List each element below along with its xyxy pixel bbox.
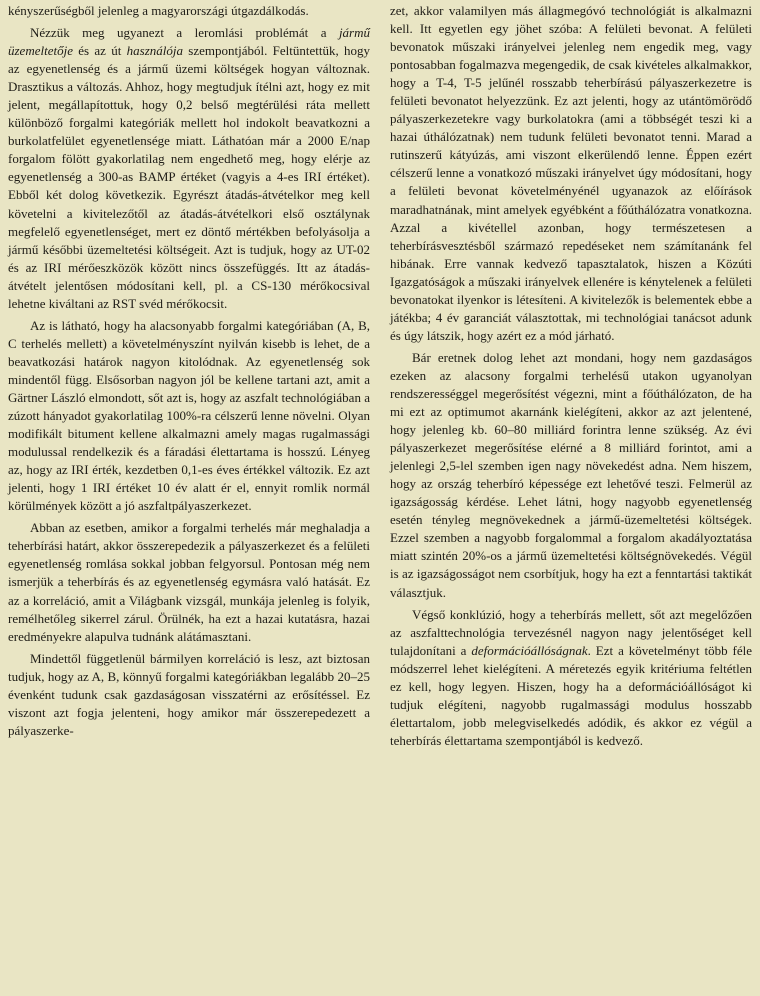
- paragraph: [8, 2, 370, 20]
- paragraph: [8, 519, 370, 645]
- emphasized-text: jármű üzemeltetője: [8, 25, 370, 59]
- paragraph: [8, 317, 370, 516]
- paragraph: [8, 650, 370, 740]
- text-run: kényszerűségből jelenleg a magyarországi útgazdálkodás.: [8, 3, 309, 18]
- paragraph: [390, 2, 752, 345]
- paragraph: [390, 349, 752, 602]
- text-run: Bár eretnek dolog lehet azt mondani, hogy nem gazdaságos ezeken az alacsony forgalmi terhelésű utakon ugyanolyan rendszerességgel megerősítést végezni, mint a főúthálózaton, de ha mi ezt az optimumot akarnánk kielégíteni, akkor az azt jelentené, hogy jelenleg kb. 60–80 milliárd forintra lenne szükség. Az évi pályaszerkezet megerősítése elérné a 8 milliárd forintot, ami a jelenlegi 2,5-lel szemben igen nagy növekedést adna. Nem hiszem, hogy az ország teherbíró képessége ezt lehetővé teszi. Felmerül az igazságosság kérdése. Lehet látni, hogy nagyobb egyenetlenség esetén tényleg megnövekednek a jármű-üzemeltetési költségek. Ezzel szemben a nagyobb forgalommal a forgalom akadályoztatása miatt szintén 20%-os a jármű üzemeltetési költségnövekedés. Végül is az igazságosságot nem csorbítjuk, hogy ha ezt a fenntartási taktikát választjuk.: [390, 349, 752, 600]
- paragraph: [390, 606, 752, 750]
- paragraph: [8, 24, 370, 313]
- right-column: [390, 2, 752, 750]
- text-run: Abban az esetben, amikor a forgalmi terhelés már meghaladja a teherbírási határt, akkor összerepedezik a pályaszerkezet és a felületi egyenetlenség romlása sokkal jobban felgyorsul. Pontosan még nem ismerjük a teherbírás és az egyenetlenség egymásra való hatását. Ez az a korreláció, amit a Világbank vizsgál, munkája jelenleg is folyik, remélhetőleg sikerrel zárul. Örülnék, ha ezt a hazai kutatásra, hazai eredményekre alapulva tudnánk alátámasztani.: [8, 520, 370, 644]
- text-run: Nézzük meg ugyanezt a leromlási problémát a: [30, 25, 339, 41]
- text-run: Mindettől függetlenül bármilyen korreláció is lesz, azt biztosan tudjuk, hogy az A, B, könnyű forgalmi kategóriákban legalább 20–25 évenként tudunk csak gazdaságosan visszatérni az erősítéssel. Ez viszont azt fogja jelenteni, hogy amikor már összerepedezett a pályaszerke-: [8, 650, 370, 738]
- text-run: és az út: [72, 43, 127, 59]
- text-run: . Ezt a követelményt több féle módszerrel lehet kielégíteni. A méretezés egyik kritériuma feltétlen ez kell, hogy legyen. Hiszen, hogy ha a deformációállóságot ki tudjuk elégíteni, nagyobb rugalmassági modulus hosszabb élettartalom, jobb melegviselkedés adódik, és akkor ez végül a teherbírás élettartama szempontjából is kedvező.: [390, 642, 752, 748]
- text-run: zet, akkor valamilyen más állagmegóvó technológiát is alkalmazni kell. Itt egyetlen egy jöhet szóba: A felületi bevonat. A felületi bevonatok műszaki irányelvei jelenleg nem engedik meg, vagy pontosabban fogalmazva megengedik, de csak kivételes alkalmakkor, hogy a T-4, T-5 jelűnél rosszabb teherbírású pályaszerkezetre is felületi bevonatot helyezzünk. Ez azt jelenti, hogy az utántömörödő pályaszerkezetekre vagy burkolatokra (ami a többségét teszi ki a hazai úthálózatnak) nem tudunk felületi bevonatot tenni. Marad a rutinszerű kátyúzás, ami viszont elkerülendő lenne. Éppen ezért célszerű lenne a vonatkozó műszaki irányelvet úgy módosítani, hogy a felületi bevonat követelményénél ugyanazok az előírások maradhatnának, mint amelyek egyébként a főúthálózatra vonatkozna. Azzal a kivétellel azonban, hogy természetesen a teherbírásvesztésből származó repedéseket nem számítanánk fel hibának. Erre vannak kedvező tapasztalatok, hiszen a Közúti Igazgatóságok a műszaki irányelvek ellenére is kénytelenek a felületi bevonatokat ilyenkor is létesíteni. A kivitelezők is belementek ebbe a játékba; 4 év garanciát választottak, mi technológiai tanácsot adunk és úgy látszik, hogy azért ez a mód járható.: [390, 3, 752, 343]
- emphasized-text: deformációállóságnak: [471, 642, 588, 658]
- text-run: szempontjából. Feltüntettük, hogy az egyenetlenség és a jármű üzemi költségek hogyan változnak. Drasztikus a változás. Ahhoz, hogy megtudjuk ítélni azt, hogy ez mit jelent, megállapítottuk, hogy 0,2 belső megtérülési ráta mellett különböző forgalmi kategóriák mellett hol indokolt beavatkozni a burkolatfelület egyenetlensége miatt. Láthatóan már a 2000 E/nap forgalom fölött gyakorlatilag nem engedhető meg, hogy elérje az egyenetlenség a 300-as BAMP értéket (vagyis a 4-es IRI értéket). Ebből két dolog következik. Egyrészt átadás-átvételkor meg kell követelni a kivitelezőtől az átadás-átvételkori első osztálynak megfelelő egyenetlenséget, mert ez döntő mértékben befolyásolja a jármű későbbi üzemeltetési költségeit. Azt is tudjuk, hogy az UT-02 és az IRI mérőeszközök között nincs összefüggés. Itt az átadás-átvételt jelentősen módosítani kell, pl. a CS-130 mérőkocsival lehetne kiváltani az RST svéd mérőkocsit.: [8, 43, 371, 311]
- emphasized-text: használója: [126, 43, 183, 59]
- text-run: Az is látható, hogy ha alacsonyabb forgalmi kategóriában (A, B, C terhelés mellett) a követelményszínt nyilván kisebb is lehet, de a beavatkozási határok nagyon kitolódnak. Az egyenetlenség sok mindentől függ. Elsősorban nagyon jól be kellene tartani azt, amit a Gärtner László elmondott, sőt azt is, hogy az aszfalt technológiában a zúzott hányadot gyakorlatilag 100%-ra célszerű lenne növelni. Olyan modifikált bitument kellene alkalmazni amely magas rugalmassági modulussal rendelkezik és a fáradási élettartama is hosszú. Lényeg az, hogy az IRI érték, kezdetben 0,1-es éves értékkel változik. Ez azt jelenti, hogy 1 IRI értéket 10 év alatt ér el, ennyit romlik normál körülmények között a jó aszfaltpályaszerkezet.: [8, 317, 370, 514]
- text-run: Végső konklúzió, hogy a teherbírás mellett, sőt azt megelőzően az aszfalttechnológia tervezésnél nagyon nagy jelentőséget kell tulajdonítani a: [390, 606, 752, 658]
- left-column: [8, 2, 370, 740]
